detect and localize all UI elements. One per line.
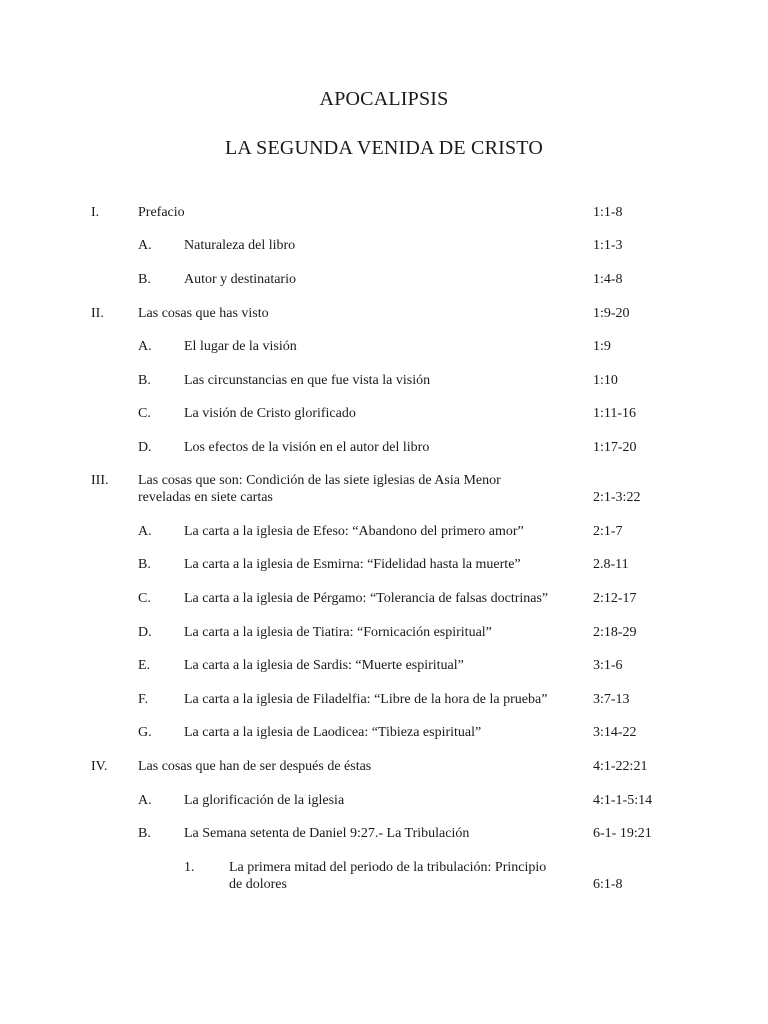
outline-reference: 2.8-11 (593, 557, 629, 572)
outline-item: La carta a la iglesia de Esmirna: “Fidelidad hasta la muerte” (184, 557, 521, 572)
outline-item: Autor y destinatario (184, 272, 296, 287)
outline-marker: B. (138, 373, 151, 388)
outline-reference: 2:12-17 (593, 591, 637, 606)
outline-item: La visión de Cristo glorificado (184, 406, 356, 421)
outline-marker: IV. (91, 759, 108, 774)
outline-item: El lugar de la visión (184, 339, 297, 354)
outline-marker: I. (91, 205, 100, 220)
outline-reference: 1:1-3 (593, 238, 623, 253)
outline-reference: 1:1-8 (593, 205, 623, 220)
outline-marker: III. (91, 473, 109, 488)
outline-marker: D. (138, 440, 152, 455)
outline-reference: 3:14-22 (593, 725, 637, 740)
outline-marker: A. (138, 339, 152, 354)
outline-marker: A. (138, 238, 152, 253)
outline-marker: C. (138, 406, 151, 421)
outline-reference: 6-1- 19:21 (593, 826, 652, 841)
outline-item: Las circunstancias en que fue vista la visión (184, 373, 431, 388)
outline-heading: Las cosas que han de ser después de éstas (138, 759, 372, 774)
outline-reference: 3:7-13 (593, 692, 630, 707)
outline-marker: A. (138, 524, 152, 539)
outline-reference: 1:4-8 (593, 272, 623, 287)
outline-marker: B. (138, 272, 151, 287)
outline-reference: 1:9 (593, 339, 611, 354)
outline-item: Los efectos de la visión en el autor del libro (184, 440, 430, 455)
page-title: APOCALIPSIS (319, 88, 449, 110)
outline-heading-line-2: reveladas en siete cartas (138, 490, 273, 505)
outline-marker: II. (91, 306, 104, 321)
outline-reference: 1:17-20 (593, 440, 637, 455)
outline-reference: 6:1-8 (593, 877, 623, 892)
outline-item: La carta a la iglesia de Sardis: “Muerte espiritual” (184, 658, 464, 673)
outline-reference: 4:1-22:21 (593, 759, 648, 774)
outline-marker: B. (138, 557, 151, 572)
outline-subitem-line-1: La primera mitad del periodo de la tribulación: Principio (229, 860, 547, 875)
outline-marker: F. (138, 692, 149, 707)
outline-marker: D. (138, 625, 152, 640)
outline-marker: E. (138, 658, 151, 673)
outline-item: La carta a la iglesia de Tiatira: “Fornicación espiritual” (184, 625, 492, 640)
outline-reference: 2:1-7 (593, 524, 623, 539)
outline-marker: 1. (184, 860, 195, 875)
outline-item: La carta a la iglesia de Laodicea: “Tibieza espiritual” (184, 725, 482, 740)
outline-item: Naturaleza del libro (184, 238, 296, 253)
outline-item: La carta a la iglesia de Pérgamo: “Tolerancia de falsas doctrinas” (184, 591, 549, 606)
outline-marker: C. (138, 591, 151, 606)
outline-heading: Prefacio (138, 205, 185, 220)
outline-reference: 1:9-20 (593, 306, 630, 321)
outline-reference: 1:10 (593, 373, 618, 388)
outline-reference: 2:1-3:22 (593, 490, 641, 505)
outline-heading: Las cosas que has visto (138, 306, 269, 321)
outline-item: La glorificación de la iglesia (184, 793, 345, 808)
outline-marker: B. (138, 826, 151, 841)
outline-item: La carta a la iglesia de Filadelfia: “Libre de la hora de la prueba” (184, 692, 548, 707)
outline-reference: 3:1-6 (593, 658, 623, 673)
outline-reference: 1:11-16 (593, 406, 637, 421)
outline-heading-line-1: Las cosas que son: Condición de las siete iglesias de Asia Menor (138, 473, 501, 488)
outline-reference: 4:1-1-5:14 (593, 793, 653, 808)
outline-subitem-line-2: de dolores (229, 877, 287, 892)
outline-reference: 2:18-29 (593, 625, 637, 640)
outline-item: La carta a la iglesia de Efeso: “Abandono del primero amor” (184, 524, 524, 539)
page-subtitle: LA SEGUNDA VENIDA DE CRISTO (224, 137, 544, 159)
outline-marker: G. (138, 725, 152, 740)
outline-marker: A. (138, 793, 152, 808)
outline-item: La Semana setenta de Daniel 9:27.- La Tribulación (184, 826, 470, 841)
